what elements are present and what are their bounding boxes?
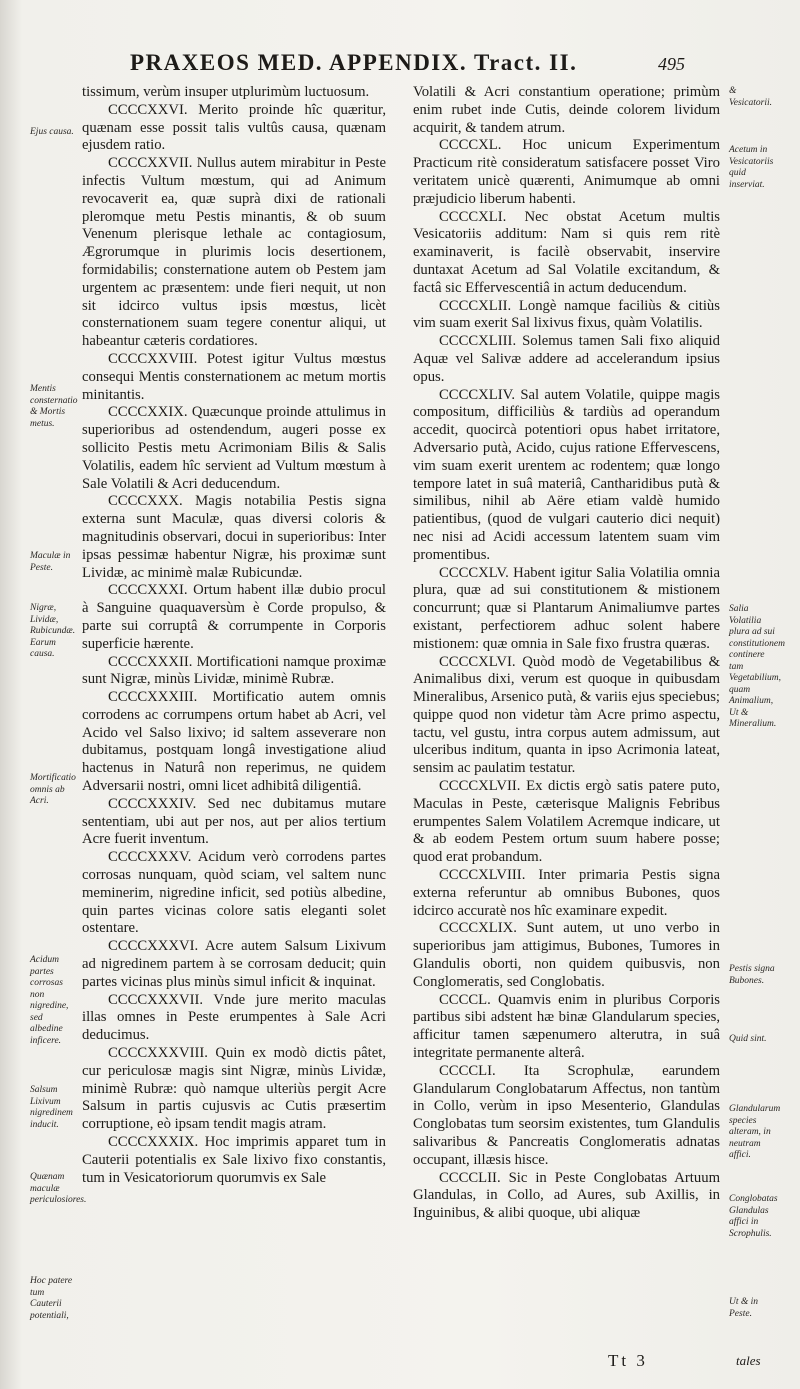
paragraph: CCCCXXXVIII. Quin ex modò dictis pâtet, cur periculosæ magis sint Nigræ, minùs Lividæ, minimè Rubræ: quò namque ulteriùs pergit Acre Salsum in partis cujusvis ac Cutis præsertim corruptione, eò ipsam tendit magis atram. [82, 1045, 386, 1133]
paragraph: CCCCXLIII. Solemus tamen Sali fixo aliquid Aquæ vel Salivæ addere ad accelerandum ipsius opus. [413, 333, 720, 385]
paragraph: CCCCXLI. Nec obstat Acetum multis Vesicatoriis additum: Nam si quis rem ritè examinaverit, is facilè observabit, inservire duntaxat Acetum ad Sal Volatile excitandum, & factâ sic Effervescentiâ in actum deducendum. [413, 208, 720, 296]
margin-note: Pestis signa Bubones. [729, 964, 775, 986]
margin-note: Ejus causa. [30, 127, 74, 137]
paragraph: CCCCXXXII. Mortificationi namque proximæ sunt Nigræ, minùs Lividæ, minimè Rubræ. [82, 653, 386, 688]
paragraph: CCCCXLVI. Quòd modò de Vegetabilibus & Animalibus dixi, verum est quoque in quibusdam Mineralibus, Arsenico putà, & variis ejus speciebus; quippe quod non videtur tàm Acre primo aspectu, tactu, vel gustu, intra corpus autem admissum, aut ulceribus inditum, quanta in ipso Acrimonia lateat, sensim ac paulatim testatur. [413, 653, 720, 777]
margin-note: Glandularum species alteram, in neutram affici. [729, 1104, 781, 1160]
paragraph: CCCCXLII. Longè namque faciliùs & citiùs vim suam exerit Sal lixivus fixus, quàm Volatilis. [413, 297, 720, 332]
paragraph: CCCCXXVI. Merito proinde hîc quæritur, quænam esse possit talis vultûs causa, quænam ejusdem ratio. [82, 101, 386, 154]
catchword: tales [736, 1353, 761, 1368]
paragraph: CCCCXXXVI. Acre autem Salsum Lixivum ad nigredinem partem à se corrosam deducit; quin partes vicinas plus minùs simul inficit & inquinat. [82, 938, 386, 990]
paragraph: CCCCL. Quamvis enim in pluribus Corporis partibus sibi adstent hæ binæ Glandularum species, afficitur tamen sæpenumero alterutra, in suâ integritate permanente alterâ. [413, 991, 720, 1062]
paragraph: CCCCXLIV. Sal autem Volatile, quippe magis compositum, difficiliùs & tardiùs ad operandum accedit, quocircà potentiori opus habet irritatore, Adversario putà, Acido, cujus ratione Effervescens, vim suam exerit urentem ac rodentem; quæ longo tempore latet in suâ materiâ, Cantharidibus putà & similibus, nihil ab Aëre etiam valdè humido patientibus, (quod de vulgari cauterio dici nequit) nec nisi ad Acidi accessum latentem suam vim promentibus. [413, 386, 720, 563]
paragraph: CCCCXLV. Habent igitur Salia Volatilia omnia plura, quæ ad sui constitutionem & mistionem concurrunt; quæ si Plantarum Animaliumve partes existant, perfectiorem adhuc solent habere mistionem: quæ omnia in Sale fixo frustra quæras. [413, 564, 720, 652]
right-text-column [413, 84, 720, 1223]
margin-note: Quænam maculæ periculosiores. [30, 1172, 87, 1205]
margin-note: Conglobatas Glandulas affici in Scrophulis. [729, 1194, 778, 1239]
margin-note: Acidum partes corrosas non nigredine, sed albedine inficere. [30, 955, 69, 1046]
paragraph: CCCCLI. Ita Scrophulæ, earundem Glandularum Conglobatarum Affectus, non tantùm in Collo, verùm in ipso Mesenterio, Glandulas Conglobatas tum seorsim existentes, tum Glandulis salivaribus & Pancreatis Conglomeratis adnatas occupant, illæsis hisce. [413, 1062, 720, 1168]
paragraph: CCCCXXXV. Acidum verò corrodens partes corrosas nunquam, quòd sciam, vel saltem nunc meminerim, nigredine inficit, sed potiùs albedine, quin partes vicinas colore satis eleganti solet ostentare. [82, 849, 386, 937]
paragraph: CCCCXXIX. Quæcunque proinde attulimus in superioribus ad ostendendum, augeri posse ex sollicito Pestis metu Acrimoniam Bilis & Salis Volatilis, eadem hîc servient ad Vultum mœstum à Sale Volatili & Acri deducendum. [82, 404, 386, 492]
running-header [120, 50, 685, 80]
running-title: PRAXEOS MED. APPENDIX. Tract. II. [130, 50, 578, 75]
signature-mark: Tt 3 [608, 1351, 648, 1370]
paragraph: CCCCXLVII. Ex dictis ergò satis patere puto, Maculas in Peste, cæterisque Malignis Febribus erumpentes Salem Volatilem Acremque indicare, ut & ab eodem Pestem ortum suum habere posse; quod erat probandum. [413, 778, 720, 866]
paragraph: CCCCXXX. Magis notabilia Pestis signa externa sunt Maculæ, quas diversi coloris & magnitudinis observari, docui in superioribus: Inter ipsas pessimæ habentur Nigræ, his proximæ sunt Lividæ, ac minimè malæ Rubicundæ. [82, 493, 386, 581]
paragraph: tissimum, verùm insuper utplurimùm luctuosum. [82, 84, 370, 100]
paragraph: CCCCXXXIII. Mortificatio autem omnis corrodens ac corrumpens ortum habet ab Acri, vel Acido vel Salso lixivo; id saltem asseverare non dubitamus, postquam longâ investigatione aliud hactenus in Naturâ non reperimus, ne quidem Adversarii nostri, omni licet adhibitâ diligentiâ. [82, 689, 386, 795]
paragraph: CCCCXLVIII. Inter primaria Pestis signa externa referuntur ab omnibus Bubones, quos idcirco accuratè nos hîc examinare expedit. [413, 867, 720, 919]
paragraph: CCCCXXVIII. Potest igitur Vultus mœstus consequi Mentis consternationem ac metum mortis minitantis. [82, 350, 386, 403]
paragraph: CCCCXXVII. Nullus autem mirabitur in Peste infectis Vultum mœstum, qui ad Animum revocaverit ea, quæ suprà dixi de rationali pleromque metu Pestis minantis, & ob suum Venenum plerisque lethale ac contagiosum, Ægrorumque in plurimis locis desertionem, formidabilis; consternatione autem ob Pestem jam urgentem ac præsentem: unde fieri nequit, ut non sit idcirco vultus ipsis mœstus, licèt consternationem suam tegere conentur aliqui, ut habeantur cæteris cordatiores. [82, 155, 386, 350]
margin-note: Mentis consternatio & Mortis metus. [30, 384, 78, 429]
margin-note: Ut & in Peste. [729, 1297, 759, 1319]
paragraph: CCCCLII. Sic in Peste Conglobatas Artuum Glandulas, in Collo, ad Aures, sub Axillis, in Inguinibus, & alibi quoque, ubi aliquæ [413, 1169, 720, 1222]
paragraph: CCCCXLIX. Sunt autem, ut uno verbo in superioribus jam attigimus, Bubones, Tumores in Glandulis oborti, non quidem quibusvis, non Conglomeratis, sed Conglobatis. [413, 920, 720, 990]
left-text-column [82, 84, 386, 1187]
margin-note: Quid sint. [729, 1034, 767, 1044]
page-number: 495 [658, 54, 685, 74]
paragraph: CCCCXXXIV. Sed nec dubitamus mutare sententiam, ubi aut per nos, aut per alios tertium Acre fuerit inventum. [82, 795, 386, 848]
paragraph: Volatili & Acri constantium operatione; primùm enim rubet inde Cutis, deinde colorem lividum acquirit, & tandem atrum. [413, 84, 720, 136]
margin-note: Mortificatio omnis ab Acri. [30, 773, 76, 806]
margin-note: Hoc patere tum Cauterii potentiali, [30, 1276, 73, 1321]
margin-note: & Vesicatorii. [729, 86, 773, 108]
margin-note: Maculæ in Peste. [30, 551, 71, 573]
paragraph: CCCCXXXI. Ortum habent illæ dubio procul à Sanguine quaquaversùm è Corde propulso, & parte sui corruptâ & corrumpente in Corporis superficie hærente. [82, 582, 386, 652]
margin-note: Salsum Lixivum nigredinem inducit. [30, 1085, 73, 1130]
paragraph: CCCCXXXVII. Vnde jure merito maculas illas omnes in Peste erumpentes à Sale Acri deducimus. [82, 991, 386, 1044]
margin-note: Nigræ, Lividæ, Rubicundæ. Earum causa. [30, 603, 76, 659]
paragraph: CCCCXL. Hoc unicum Experimentum Practicum ritè consideratum satisfacere posset Viro veritatem unicè quærenti, Animumque ab omni præjudicio liberum habenti. [413, 137, 720, 207]
margin-note: Acetum in Vesicatoriis quid inserviat. [729, 145, 774, 190]
paragraph: CCCCXXXIX. Hoc imprimis apparet tum in Cauterii potentialis ex Sale lixivo fixo constantis, tum in Vesicatoriorum quorumvis ex Sale [82, 1134, 386, 1186]
margin-note: Salia Volatilia plura ad sui constitutionem continere tam Vegetabilium, quam Animalium, Ut & Mineralium. [729, 604, 785, 729]
